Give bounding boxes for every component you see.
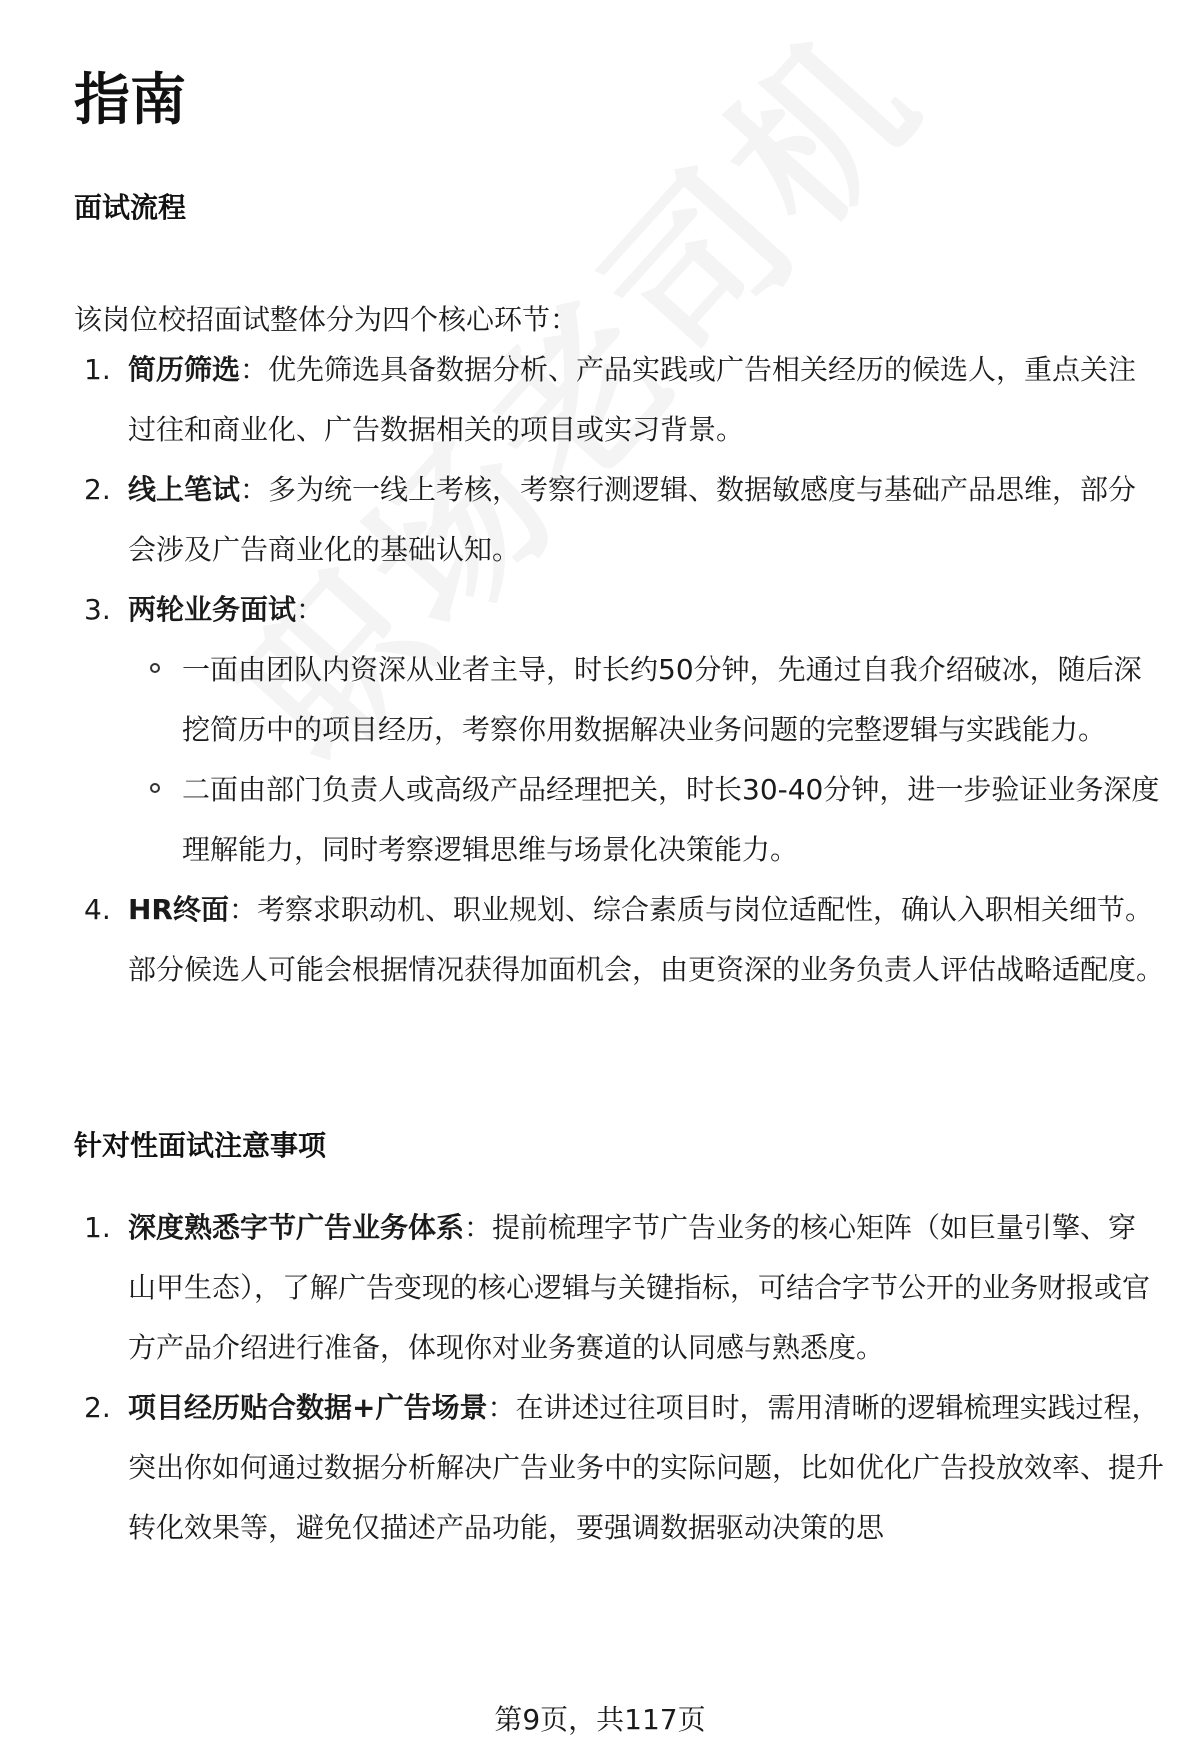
sub-item-text: 一面由团队内资深从业者主导，时长约50分钟，先通过自我介绍破冰，随后深挖简历中的项目经历，考察你用数据解决业务问题的完整逻辑与实践能力。 [182, 653, 1142, 746]
list-item [74, 880, 1164, 1000]
section-intro: 该岗位校招面试整体分为四个核心环节： [74, 303, 579, 336]
hollow-bullet-icon [150, 783, 160, 793]
list-number: 1. [84, 353, 111, 386]
list-number: 3. [84, 593, 111, 626]
list-item [74, 340, 1164, 460]
item-label: HR终面 [128, 893, 229, 926]
item-label: 项目经历贴合数据+广告场景 [128, 1391, 488, 1424]
section-heading-interview-tips: 针对性面试注意事项 [74, 1129, 327, 1162]
list-item [74, 460, 1164, 580]
item-text: ：提前梳理字节广告业务的核心矩阵（如巨量引擎、穿山甲生态），了解广告变现的核心逻辑与关键指标，可结合字节公开的业务财报或官方产品介绍进行准备，体现你对业务赛道的认同感与熟悉度。 [128, 1211, 1151, 1364]
list-item [74, 580, 1164, 880]
interview-process-list [74, 340, 1164, 1000]
item-label: 线上笔试 [128, 473, 241, 506]
item-text: ：考察求职动机、职业规划、综合素质与岗位适配性，确认入职相关细节。 [229, 893, 1154, 926]
sub-list-item [128, 640, 1164, 760]
page-number: 第9页，共117页 [494, 1703, 706, 1736]
list-number: 2. [84, 1391, 111, 1424]
interview-tips-list [74, 1198, 1164, 1558]
list-number: 1. [84, 1211, 111, 1244]
item-label: 两轮业务面试 [128, 593, 297, 626]
sub-item-text: 二面由部门负责人或高级产品经理把关，时长30-40分钟，进一步验证业务深度理解能力，同时考察逻辑思维与场景化决策能力。 [182, 773, 1160, 866]
list-item [74, 1378, 1164, 1558]
hollow-bullet-icon [150, 663, 160, 673]
item-text: ： [296, 593, 325, 626]
sub-list-item [128, 760, 1164, 880]
item-label: 简历筛选 [128, 353, 241, 386]
page-title: 指南 [74, 68, 186, 133]
item-label: 深度熟悉字节广告业务体系 [128, 1211, 465, 1244]
list-item [74, 1198, 1164, 1378]
sub-list [128, 640, 1164, 880]
item-text: ：多为统一线上考核，考察行测逻辑、数据敏感度与基础产品思维，部分会涉及广告商业化的基础认知。 [128, 473, 1137, 566]
section-heading-interview-process: 面试流程 [74, 191, 187, 224]
item-note: 部分候选人可能会根据情况获得加面机会，由更资深的业务负责人评估战略适配度。 [128, 953, 1165, 986]
list-number: 2. [84, 473, 111, 506]
list-number: 4. [84, 893, 111, 926]
item-text: ：在讲述过往项目时，需用清晰的逻辑梳理实践过程，突出你如何通过数据分析解决广告业务中的实际问题，比如优化广告投放效率、提升转化效果等，避免仅描述产品功能，要强调数据驱动决策的思 [128, 1391, 1165, 1544]
item-text: ：优先筛选具备数据分析、产品实践或广告相关经历的候选人，重点关注过往和商业化、广告数据相关的项目或实习背景。 [128, 353, 1137, 446]
